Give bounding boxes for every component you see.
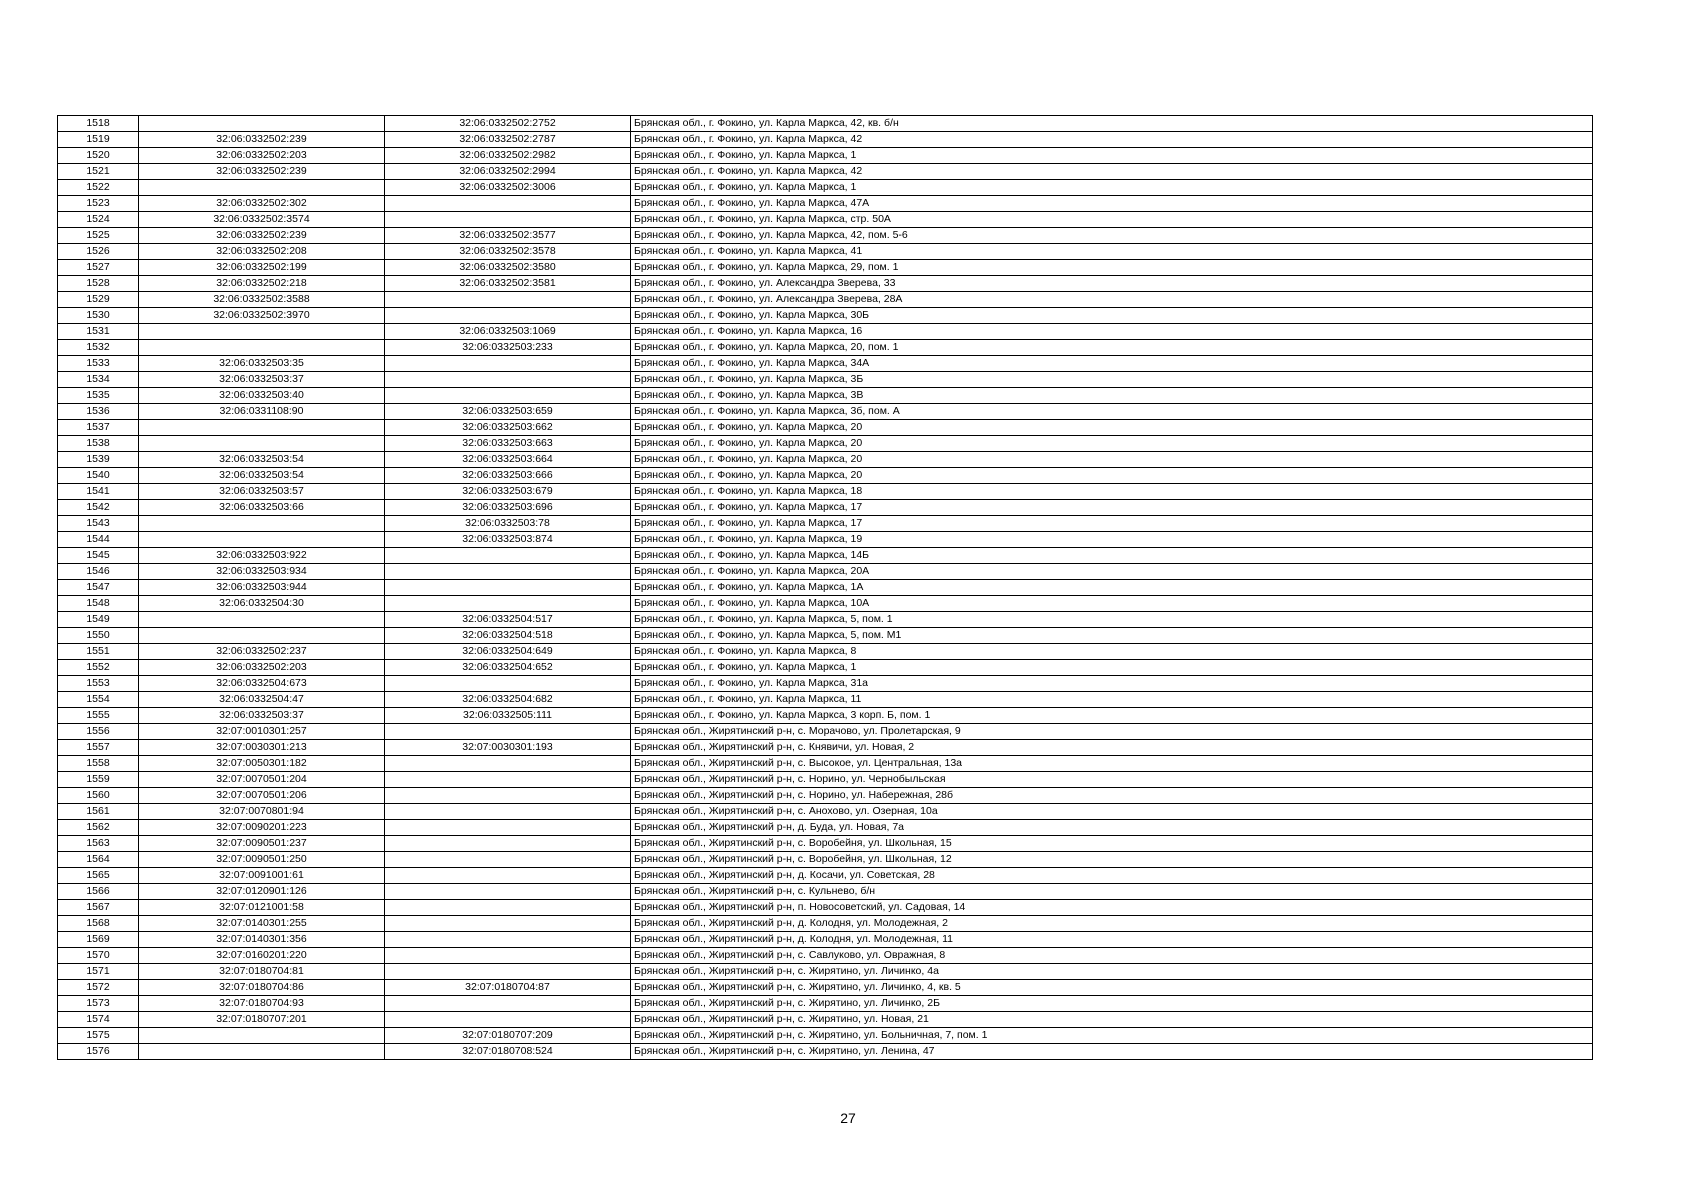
table-row	[58, 820, 1593, 836]
row-number: 1539	[58, 452, 139, 468]
cadastral-number-cell: 32:07:0070501:204	[139, 772, 385, 788]
table-row	[58, 1044, 1593, 1060]
object-cadastral-number-cell: 32:06:0332504:649	[385, 644, 631, 660]
row-number: 1573	[58, 996, 139, 1012]
address-cell: Брянская обл., г. Фокино, ул. Карла Маркса, 41	[631, 244, 1593, 260]
address-cell: Брянская обл., г. Фокино, ул. Карла Маркса, 20А	[631, 564, 1593, 580]
object-cadastral-number-cell	[385, 900, 631, 916]
cadastral-number-cell: 32:06:0332502:3970	[139, 308, 385, 324]
object-cadastral-number-cell	[385, 916, 631, 932]
address-cell: Брянская обл., г. Фокино, ул. Карла Маркса, стр. 50А	[631, 212, 1593, 228]
address-cell: Брянская обл., г. Фокино, ул. Александра Зверева, 28А	[631, 292, 1593, 308]
object-cadastral-number-cell	[385, 580, 631, 596]
table-row	[58, 628, 1593, 644]
table-row	[58, 692, 1593, 708]
row-number: 1567	[58, 900, 139, 916]
object-cadastral-number-cell	[385, 852, 631, 868]
table-row	[58, 564, 1593, 580]
address-cell: Брянская обл., г. Фокино, ул. Карла Маркса, 10А	[631, 596, 1593, 612]
cadastral-number-cell	[139, 1044, 385, 1060]
object-cadastral-number-cell	[385, 308, 631, 324]
cadastral-number-cell: 32:06:0332502:218	[139, 276, 385, 292]
object-cadastral-number-cell	[385, 788, 631, 804]
row-number: 1541	[58, 484, 139, 500]
object-cadastral-number-cell: 32:07:0030301:193	[385, 740, 631, 756]
object-cadastral-number-cell: 32:07:0180704:87	[385, 980, 631, 996]
cadastral-number-cell: 32:07:0180704:93	[139, 996, 385, 1012]
object-cadastral-number-cell: 32:06:0332503:659	[385, 404, 631, 420]
cadastral-number-cell: 32:06:0332503:40	[139, 388, 385, 404]
object-cadastral-number-cell: 32:06:0332502:3006	[385, 180, 631, 196]
row-number: 1540	[58, 468, 139, 484]
cadastral-number-cell: 32:06:0332502:237	[139, 644, 385, 660]
object-cadastral-number-cell	[385, 772, 631, 788]
cadastral-number-cell: 32:06:0332503:37	[139, 708, 385, 724]
address-cell: Брянская обл., г. Фокино, ул. Карла Маркса, 30Б	[631, 308, 1593, 324]
table-row	[58, 1028, 1593, 1044]
table-row	[58, 148, 1593, 164]
object-cadastral-number-cell: 32:06:0332503:662	[385, 420, 631, 436]
row-number: 1555	[58, 708, 139, 724]
row-number: 1525	[58, 228, 139, 244]
address-cell: Брянская обл., г. Фокино, ул. Карла Маркса, 3Б	[631, 372, 1593, 388]
object-cadastral-number-cell: 32:06:0332503:663	[385, 436, 631, 452]
table-row	[58, 484, 1593, 500]
cadastral-number-cell: 32:06:0332503:54	[139, 468, 385, 484]
address-cell: Брянская обл., Жирятинский р-н, с. Жирятино, ул. Личинко, 4, кв. 5	[631, 980, 1593, 996]
object-cadastral-number-cell: 32:06:0332504:682	[385, 692, 631, 708]
object-cadastral-number-cell: 32:06:0332502:2787	[385, 132, 631, 148]
cadastral-number-cell: 32:07:0090201:223	[139, 820, 385, 836]
table-row	[58, 388, 1593, 404]
cadastral-number-cell: 32:06:0331108:90	[139, 404, 385, 420]
object-cadastral-number-cell	[385, 884, 631, 900]
object-cadastral-number-cell	[385, 372, 631, 388]
row-number: 1538	[58, 436, 139, 452]
object-cadastral-number-cell: 32:06:0332503:696	[385, 500, 631, 516]
cadastral-number-cell: 32:06:0332502:203	[139, 660, 385, 676]
table-row	[58, 740, 1593, 756]
row-number: 1548	[58, 596, 139, 612]
cadastral-number-cell: 32:06:0332503:37	[139, 372, 385, 388]
row-number: 1536	[58, 404, 139, 420]
table-row	[58, 260, 1593, 276]
row-number: 1546	[58, 564, 139, 580]
object-cadastral-number-cell: 32:06:0332503:679	[385, 484, 631, 500]
address-cell: Брянская обл., г. Фокино, ул. Карла Маркса, 18	[631, 484, 1593, 500]
address-cell: Брянская обл., Жирятинский р-н, с. Савлуково, ул. Овражная, 8	[631, 948, 1593, 964]
table-row	[58, 196, 1593, 212]
object-cadastral-number-cell	[385, 932, 631, 948]
address-cell: Брянская обл., г. Фокино, ул. Карла Маркса, 3б, пом. А	[631, 404, 1593, 420]
cadastral-number-cell: 32:07:0010301:257	[139, 724, 385, 740]
cadastral-number-cell: 32:06:0332502:239	[139, 132, 385, 148]
table-row	[58, 404, 1593, 420]
row-number: 1528	[58, 276, 139, 292]
table-row	[58, 772, 1593, 788]
cadastral-number-cell: 32:06:0332502:203	[139, 148, 385, 164]
object-cadastral-number-cell: 32:06:0332503:78	[385, 516, 631, 532]
address-cell: Брянская обл., г. Фокино, ул. Карла Маркса, 20	[631, 452, 1593, 468]
cadastral-number-cell	[139, 516, 385, 532]
cadastral-number-cell: 32:07:0180707:201	[139, 1012, 385, 1028]
cadastral-number-cell: 32:07:0090501:250	[139, 852, 385, 868]
table-row	[58, 532, 1593, 548]
table-row	[58, 548, 1593, 564]
object-cadastral-number-cell	[385, 1012, 631, 1028]
table-row	[58, 916, 1593, 932]
address-cell: Брянская обл., Жирятинский р-н, с. Норино, ул. Набережная, 28б	[631, 788, 1593, 804]
cadastral-number-cell	[139, 324, 385, 340]
row-number: 1535	[58, 388, 139, 404]
table-row	[58, 292, 1593, 308]
address-cell: Брянская обл., Жирятинский р-н, с. Морачово, ул. Пролетарская, 9	[631, 724, 1593, 740]
cadastral-number-cell: 32:07:0180704:86	[139, 980, 385, 996]
row-number: 1543	[58, 516, 139, 532]
row-number: 1549	[58, 612, 139, 628]
row-number: 1568	[58, 916, 139, 932]
object-cadastral-number-cell: 32:06:0332504:518	[385, 628, 631, 644]
address-cell: Брянская обл., г. Фокино, ул. Карла Маркса, 29, пом. 1	[631, 260, 1593, 276]
table-row	[58, 500, 1593, 516]
table-row	[58, 452, 1593, 468]
table-row	[58, 340, 1593, 356]
page-number: 27	[840, 1110, 856, 1126]
address-cell: Брянская обл., г. Фокино, ул. Александра Зверева, 33	[631, 276, 1593, 292]
row-number: 1550	[58, 628, 139, 644]
row-number: 1559	[58, 772, 139, 788]
object-cadastral-number-cell: 32:06:0332503:874	[385, 532, 631, 548]
address-cell: Брянская обл., г. Фокино, ул. Карла Маркса, 42	[631, 164, 1593, 180]
row-number: 1530	[58, 308, 139, 324]
address-cell: Брянская обл., Жирятинский р-н, с. Кульнево, б/н	[631, 884, 1593, 900]
address-cell: Брянская обл., г. Фокино, ул. Карла Маркса, 1	[631, 180, 1593, 196]
cadastral-number-cell: 32:07:0160201:220	[139, 948, 385, 964]
address-cell: Брянская обл., Жирятинский р-н, д. Колодня, ул. Молодежная, 2	[631, 916, 1593, 932]
address-cell: Брянская обл., г. Фокино, ул. Карла Маркса, 20	[631, 420, 1593, 436]
row-number: 1527	[58, 260, 139, 276]
object-cadastral-number-cell	[385, 948, 631, 964]
row-number: 1534	[58, 372, 139, 388]
address-cell: Брянская обл., Жирятинский р-н, с. Анохово, ул. Озерная, 10а	[631, 804, 1593, 820]
row-number: 1533	[58, 356, 139, 372]
cadastral-number-cell: 32:06:0332504:673	[139, 676, 385, 692]
row-number: 1570	[58, 948, 139, 964]
address-cell: Брянская обл., Жирятинский р-н, с. Воробейня, ул. Школьная, 12	[631, 852, 1593, 868]
address-cell: Брянская обл., Жирятинский р-н, п. Новосоветский, ул. Садовая, 14	[631, 900, 1593, 916]
address-cell: Брянская обл., г. Фокино, ул. Карла Маркса, 20	[631, 436, 1593, 452]
object-cadastral-number-cell: 32:07:0180708:524	[385, 1044, 631, 1060]
address-cell: Брянская обл., Жирятинский р-н, д. Колодня, ул. Молодежная, 11	[631, 932, 1593, 948]
row-number: 1521	[58, 164, 139, 180]
property-table	[57, 115, 1593, 1060]
table-row	[58, 1012, 1593, 1028]
cadastral-number-cell: 32:06:0332503:66	[139, 500, 385, 516]
row-number: 1565	[58, 868, 139, 884]
row-number: 1523	[58, 196, 139, 212]
row-number: 1529	[58, 292, 139, 308]
table-row	[58, 708, 1593, 724]
row-number: 1524	[58, 212, 139, 228]
address-cell: Брянская обл., г. Фокино, ул. Карла Маркса, 20	[631, 468, 1593, 484]
row-number: 1571	[58, 964, 139, 980]
cadastral-number-cell	[139, 180, 385, 196]
row-number: 1545	[58, 548, 139, 564]
address-cell: Брянская обл., г. Фокино, ул. Карла Маркса, 42	[631, 132, 1593, 148]
object-cadastral-number-cell: 32:06:0332502:3577	[385, 228, 631, 244]
table-row	[58, 660, 1593, 676]
table-row	[58, 468, 1593, 484]
address-cell: Брянская обл., г. Фокино, ул. Карла Маркса, 8	[631, 644, 1593, 660]
table-row	[58, 516, 1593, 532]
address-cell: Брянская обл., Жирятинский р-н, д. Косачи, ул. Советская, 28	[631, 868, 1593, 884]
cadastral-number-cell	[139, 340, 385, 356]
object-cadastral-number-cell: 32:06:0332502:3578	[385, 244, 631, 260]
object-cadastral-number-cell	[385, 676, 631, 692]
cadastral-number-cell: 32:06:0332502:3574	[139, 212, 385, 228]
object-cadastral-number-cell: 32:06:0332504:652	[385, 660, 631, 676]
address-cell: Брянская обл., Жирятинский р-н, с. Норино, ул. Чернобыльская	[631, 772, 1593, 788]
address-cell: Брянская обл., г. Фокино, ул. Карла Маркса, 1А	[631, 580, 1593, 596]
cadastral-number-cell: 32:06:0332502:239	[139, 228, 385, 244]
table-row	[58, 756, 1593, 772]
row-number: 1563	[58, 836, 139, 852]
address-cell: Брянская обл., г. Фокино, ул. Карла Маркса, 17	[631, 516, 1593, 532]
table-row	[58, 324, 1593, 340]
row-number: 1576	[58, 1044, 139, 1060]
cadastral-number-cell: 32:06:0332503:944	[139, 580, 385, 596]
table-row	[58, 580, 1593, 596]
table-row	[58, 852, 1593, 868]
row-number: 1562	[58, 820, 139, 836]
address-cell: Брянская обл., г. Фокино, ул. Карла Маркса, 31а	[631, 676, 1593, 692]
table-row	[58, 212, 1593, 228]
table-row	[58, 932, 1593, 948]
address-cell: Брянская обл., г. Фокино, ул. Карла Маркса, 19	[631, 532, 1593, 548]
row-number: 1553	[58, 676, 139, 692]
object-cadastral-number-cell: 32:06:0332502:2982	[385, 148, 631, 164]
row-number: 1551	[58, 644, 139, 660]
object-cadastral-number-cell: 32:06:0332503:666	[385, 468, 631, 484]
cadastral-number-cell: 32:07:0070801:94	[139, 804, 385, 820]
object-cadastral-number-cell	[385, 196, 631, 212]
address-cell: Брянская обл., г. Фокино, ул. Карла Маркса, 17	[631, 500, 1593, 516]
cadastral-number-cell: 32:07:0090501:237	[139, 836, 385, 852]
address-cell: Брянская обл., г. Фокино, ул. Карла Маркса, 20, пом. 1	[631, 340, 1593, 356]
row-number: 1526	[58, 244, 139, 260]
cadastral-number-cell: 32:06:0332504:47	[139, 692, 385, 708]
table-row	[58, 436, 1593, 452]
row-number: 1566	[58, 884, 139, 900]
object-cadastral-number-cell: 32:06:0332503:1069	[385, 324, 631, 340]
address-cell: Брянская обл., Жирятинский р-н, д. Буда, ул. Новая, 7а	[631, 820, 1593, 836]
row-number: 1574	[58, 1012, 139, 1028]
object-cadastral-number-cell: 32:07:0180707:209	[385, 1028, 631, 1044]
object-cadastral-number-cell	[385, 868, 631, 884]
cadastral-number-cell: 32:06:0332504:30	[139, 596, 385, 612]
object-cadastral-number-cell: 32:06:0332502:3580	[385, 260, 631, 276]
object-cadastral-number-cell	[385, 388, 631, 404]
row-number: 1572	[58, 980, 139, 996]
row-number: 1558	[58, 756, 139, 772]
table-row	[58, 836, 1593, 852]
table-row	[58, 308, 1593, 324]
row-number: 1554	[58, 692, 139, 708]
address-cell: Брянская обл., Жирятинский р-н, с. Княвичи, ул. Новая, 2	[631, 740, 1593, 756]
address-cell: Брянская обл., г. Фокино, ул. Карла Маркса, 5, пом. 1	[631, 612, 1593, 628]
table-row	[58, 676, 1593, 692]
row-number: 1520	[58, 148, 139, 164]
table-row	[58, 372, 1593, 388]
object-cadastral-number-cell	[385, 964, 631, 980]
table-row	[58, 132, 1593, 148]
address-cell: Брянская обл., г. Фокино, ул. Карла Маркса, 42, пом. 5-6	[631, 228, 1593, 244]
table-row	[58, 228, 1593, 244]
object-cadastral-number-cell: 32:06:0332505:111	[385, 708, 631, 724]
cadastral-number-cell: 32:07:0050301:182	[139, 756, 385, 772]
table-row	[58, 804, 1593, 820]
cadastral-number-cell: 32:06:0332503:934	[139, 564, 385, 580]
table-row	[58, 948, 1593, 964]
cadastral-number-cell: 32:07:0120901:126	[139, 884, 385, 900]
address-cell: Брянская обл., г. Фокино, ул. Карла Маркса, 16	[631, 324, 1593, 340]
table-row	[58, 996, 1593, 1012]
row-number: 1561	[58, 804, 139, 820]
table-row	[58, 868, 1593, 884]
row-number: 1518	[58, 116, 139, 132]
cadastral-number-cell: 32:06:0332502:239	[139, 164, 385, 180]
address-cell: Брянская обл., Жирятинский р-н, с. Высокое, ул. Центральная, 13а	[631, 756, 1593, 772]
row-number: 1564	[58, 852, 139, 868]
cadastral-number-cell: 32:06:0332502:302	[139, 196, 385, 212]
object-cadastral-number-cell: 32:06:0332503:664	[385, 452, 631, 468]
address-cell: Брянская обл., Жирятинский р-н, с. Жирятино, ул. Личинко, 4а	[631, 964, 1593, 980]
cadastral-number-cell: 32:07:0180704:81	[139, 964, 385, 980]
object-cadastral-number-cell	[385, 804, 631, 820]
address-cell: Брянская обл., Жирятинский р-н, с. Жирятино, ул. Больничная, 7, пом. 1	[631, 1028, 1593, 1044]
table-row	[58, 356, 1593, 372]
object-cadastral-number-cell	[385, 548, 631, 564]
cadastral-number-cell: 32:06:0332503:57	[139, 484, 385, 500]
row-number: 1532	[58, 340, 139, 356]
cadastral-number-cell: 32:07:0091001:61	[139, 868, 385, 884]
table-row	[58, 244, 1593, 260]
row-number: 1552	[58, 660, 139, 676]
address-cell: Брянская обл., Жирятинский р-н, с. Жирятино, ул. Личинко, 2Б	[631, 996, 1593, 1012]
cadastral-number-cell: 32:07:0070501:206	[139, 788, 385, 804]
cadastral-number-cell: 32:07:0140301:255	[139, 916, 385, 932]
table-row	[58, 788, 1593, 804]
object-cadastral-number-cell: 32:06:0332502:2994	[385, 164, 631, 180]
address-cell: Брянская обл., г. Фокино, ул. Карла Маркса, 34А	[631, 356, 1593, 372]
table-row	[58, 644, 1593, 660]
cadastral-number-cell: 32:07:0121001:58	[139, 900, 385, 916]
address-cell: Брянская обл., Жирятинский р-н, с. Жирятино, ул. Ленина, 47	[631, 1044, 1593, 1060]
cadastral-number-cell: 32:07:0030301:213	[139, 740, 385, 756]
cadastral-number-cell	[139, 116, 385, 132]
row-number: 1560	[58, 788, 139, 804]
table-row	[58, 900, 1593, 916]
address-cell: Брянская обл., г. Фокино, ул. Карла Маркса, 47А	[631, 196, 1593, 212]
address-cell: Брянская обл., г. Фокино, ул. Карла Маркса, 11	[631, 692, 1593, 708]
cadastral-number-cell	[139, 532, 385, 548]
object-cadastral-number-cell: 32:06:0332502:2752	[385, 116, 631, 132]
table-row	[58, 116, 1593, 132]
table-row	[58, 276, 1593, 292]
cadastral-number-cell: 32:06:0332502:3588	[139, 292, 385, 308]
table-row	[58, 884, 1593, 900]
object-cadastral-number-cell	[385, 756, 631, 772]
cadastral-number-cell: 32:06:0332502:208	[139, 244, 385, 260]
cadastral-number-cell	[139, 1028, 385, 1044]
row-number: 1531	[58, 324, 139, 340]
object-cadastral-number-cell: 32:06:0332503:233	[385, 340, 631, 356]
row-number: 1556	[58, 724, 139, 740]
property-table-body	[58, 116, 1593, 1060]
object-cadastral-number-cell	[385, 820, 631, 836]
object-cadastral-number-cell: 32:06:0332504:517	[385, 612, 631, 628]
object-cadastral-number-cell	[385, 292, 631, 308]
row-number: 1557	[58, 740, 139, 756]
cadastral-number-cell: 32:07:0140301:356	[139, 932, 385, 948]
row-number: 1544	[58, 532, 139, 548]
object-cadastral-number-cell	[385, 212, 631, 228]
object-cadastral-number-cell	[385, 836, 631, 852]
address-cell: Брянская обл., г. Фокино, ул. Карла Маркса, 42, кв. б/н	[631, 116, 1593, 132]
cadastral-number-cell: 32:06:0332502:199	[139, 260, 385, 276]
object-cadastral-number-cell	[385, 356, 631, 372]
address-cell: Брянская обл., Жирятинский р-н, с. Жирятино, ул. Новая, 21	[631, 1012, 1593, 1028]
address-cell: Брянская обл., г. Фокино, ул. Карла Маркса, 1	[631, 660, 1593, 676]
address-cell: Брянская обл., г. Фокино, ул. Карла Маркса, 5, пом. М1	[631, 628, 1593, 644]
table-row	[58, 964, 1593, 980]
object-cadastral-number-cell	[385, 996, 631, 1012]
object-cadastral-number-cell: 32:06:0332502:3581	[385, 276, 631, 292]
cadastral-number-cell	[139, 628, 385, 644]
row-number: 1542	[58, 500, 139, 516]
object-cadastral-number-cell	[385, 724, 631, 740]
table-row	[58, 724, 1593, 740]
object-cadastral-number-cell	[385, 564, 631, 580]
cadastral-number-cell	[139, 612, 385, 628]
row-number: 1575	[58, 1028, 139, 1044]
cadastral-number-cell: 32:06:0332503:922	[139, 548, 385, 564]
table-row	[58, 164, 1593, 180]
row-number: 1547	[58, 580, 139, 596]
table-row	[58, 612, 1593, 628]
cadastral-number-cell: 32:06:0332503:54	[139, 452, 385, 468]
cadastral-number-cell: 32:06:0332503:35	[139, 356, 385, 372]
address-cell: Брянская обл., г. Фокино, ул. Карла Маркса, 14Б	[631, 548, 1593, 564]
table-row	[58, 596, 1593, 612]
table-row	[58, 980, 1593, 996]
table-row	[58, 420, 1593, 436]
address-cell: Брянская обл., г. Фокино, ул. Карла Маркса, 3 корп. Б, пом. 1	[631, 708, 1593, 724]
row-number: 1519	[58, 132, 139, 148]
table-row	[58, 180, 1593, 196]
cadastral-number-cell	[139, 436, 385, 452]
row-number: 1569	[58, 932, 139, 948]
object-cadastral-number-cell	[385, 596, 631, 612]
address-cell: Брянская обл., г. Фокино, ул. Карла Маркса, 3В	[631, 388, 1593, 404]
address-cell: Брянская обл., Жирятинский р-н, с. Воробейня, ул. Школьная, 15	[631, 836, 1593, 852]
address-cell: Брянская обл., г. Фокино, ул. Карла Маркса, 1	[631, 148, 1593, 164]
cadastral-number-cell	[139, 420, 385, 436]
row-number: 1522	[58, 180, 139, 196]
row-number: 1537	[58, 420, 139, 436]
